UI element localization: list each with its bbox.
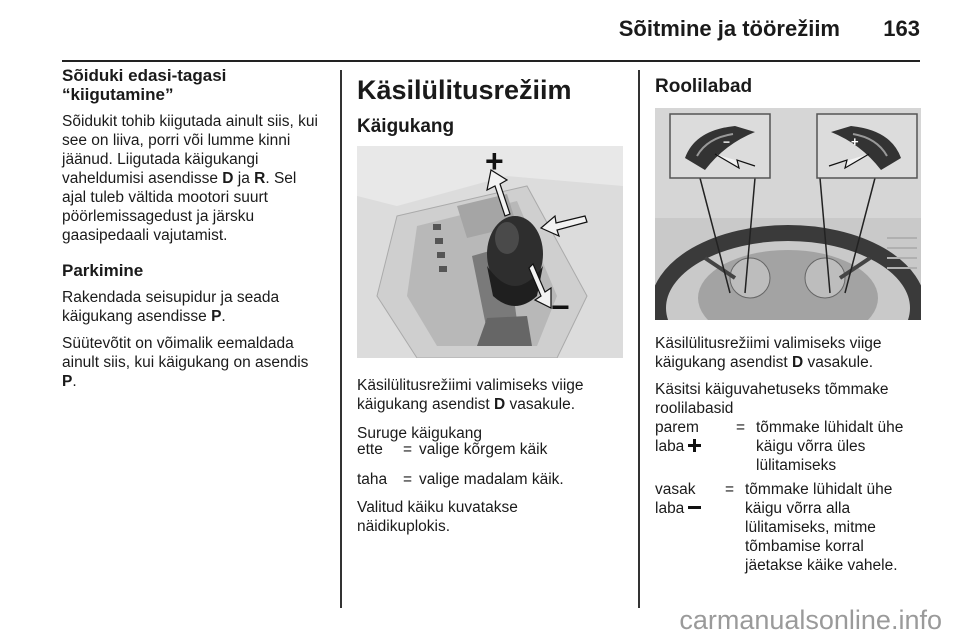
rocking-paragraph bbox=[62, 112, 332, 245]
value-line: käigu võrra alla bbox=[745, 500, 851, 517]
heading-line: “kiigutamine” bbox=[62, 85, 174, 104]
subheading-gear-lever: Käigukang bbox=[357, 116, 455, 137]
text-fragment: vaheldumisi asendisse bbox=[62, 170, 223, 187]
value-line: tõmbamise korral bbox=[745, 538, 864, 555]
column-left bbox=[62, 66, 332, 399]
text-line: Sõidukit tohib kiigutada ainult siis, kui bbox=[62, 113, 318, 130]
row-value bbox=[756, 418, 926, 475]
steering-paddles-illustration bbox=[655, 108, 921, 320]
paddle-paragraph bbox=[655, 380, 931, 418]
value-line: käigu võrra üles bbox=[756, 438, 866, 455]
section-heading-rocking bbox=[62, 66, 332, 104]
text-fragment: . bbox=[221, 308, 226, 325]
minus-mark: − bbox=[551, 289, 570, 325]
text-line: Käsilülitusrežiimi valimiseks viige bbox=[655, 335, 882, 352]
right-paddle-inset bbox=[817, 114, 917, 178]
left-paddle-inset bbox=[670, 114, 770, 178]
row-key bbox=[655, 480, 701, 518]
text-line: see on liiva, porri või lumme kinni bbox=[62, 132, 291, 149]
text-line: jäänud. Liigutada käigukangi bbox=[62, 151, 259, 168]
value-line: jäetakse käike vahele. bbox=[745, 557, 898, 574]
text-fragment: . bbox=[72, 373, 77, 390]
text-fragment: vasakule. bbox=[505, 396, 576, 413]
table-row bbox=[357, 440, 627, 460]
gear-display-note bbox=[357, 498, 627, 544]
key-line: laba bbox=[655, 500, 685, 517]
gear-lever-caption bbox=[357, 376, 633, 414]
row-equals: = bbox=[403, 441, 413, 458]
gear-lever-illustration bbox=[357, 146, 623, 358]
text-line: Käsilülitusrežiimi valimiseks viige bbox=[357, 377, 584, 394]
section-heading-paddles: Roolilabad bbox=[655, 76, 753, 97]
gear-position-d: D bbox=[792, 354, 804, 371]
gear-position-p: P bbox=[211, 308, 222, 325]
column-divider-2 bbox=[638, 70, 640, 608]
plus-mark: + bbox=[851, 134, 859, 149]
section-heading-manual-mode: Käsilülitusrežiim bbox=[357, 75, 572, 105]
text-line: ainult siis, kui käigukang on asendis bbox=[62, 354, 309, 371]
plus-icon bbox=[688, 439, 701, 452]
text-line: Valitud käiku kuvatakse bbox=[357, 499, 518, 516]
text-fragment: vasakule. bbox=[803, 354, 874, 371]
value-line: tõmmake lühidalt ühe bbox=[745, 481, 893, 498]
column-right bbox=[655, 76, 925, 106]
row-value bbox=[745, 480, 925, 575]
minus-mark: − bbox=[723, 135, 731, 149]
text-fragment: . Sel bbox=[265, 170, 297, 187]
plus-mark: + bbox=[485, 146, 504, 179]
minus-icon bbox=[688, 501, 701, 514]
gear-position-p: P bbox=[62, 373, 73, 390]
text-line: Süütevõtit on võimalik eemaldada bbox=[62, 335, 294, 352]
gear-position-r: R bbox=[254, 170, 266, 187]
row-equals: = bbox=[736, 419, 746, 436]
key-line: laba bbox=[655, 438, 685, 455]
column-divider-1 bbox=[340, 70, 342, 608]
gear-position-d: D bbox=[494, 396, 506, 413]
text-line: Käsitsi käiguvahetuseks tõmmake bbox=[655, 381, 889, 398]
text-fragment: käigukang asendist bbox=[357, 396, 495, 413]
text-line: gaasipedaali vajutamist. bbox=[62, 227, 228, 244]
column-middle bbox=[357, 74, 627, 146]
display-paragraph bbox=[357, 498, 627, 536]
row-key bbox=[655, 418, 701, 456]
header-divider bbox=[62, 60, 920, 62]
gear-lever-figure bbox=[357, 146, 623, 358]
paddle-figure bbox=[655, 108, 921, 320]
row-key: ette bbox=[357, 441, 383, 458]
row-value: valige kõrgem käik bbox=[419, 441, 548, 458]
table-row bbox=[655, 418, 925, 478]
watermark: carmanualsonline.info bbox=[679, 605, 942, 635]
paddle-caption bbox=[655, 334, 931, 372]
key-line: parem bbox=[655, 419, 699, 436]
text-line: pöörlemissagedust ja järsku bbox=[62, 208, 255, 225]
value-line: tõmmake lühidalt ühe bbox=[756, 419, 904, 436]
row-equals: = bbox=[725, 481, 735, 498]
table-row bbox=[357, 470, 627, 490]
row-equals: = bbox=[403, 471, 413, 488]
text-line: roolilabasid bbox=[655, 400, 734, 417]
text-line: Rakendada seisupidur ja seada bbox=[62, 289, 280, 306]
page-number: 163 bbox=[883, 16, 920, 41]
push-instruction: Suruge käigukang bbox=[357, 425, 482, 442]
parking-paragraph-1 bbox=[62, 288, 332, 326]
gear-position-d: D bbox=[222, 170, 234, 187]
text-fragment: ja bbox=[233, 170, 255, 187]
text-line: näidikuplokis. bbox=[357, 518, 451, 535]
section-heading-parking: Parkimine bbox=[62, 261, 144, 280]
key-line: vasak bbox=[655, 481, 696, 498]
text-line: ajal tuleb vältida mootori suurt bbox=[62, 189, 268, 206]
paddle-text bbox=[655, 334, 931, 426]
table-row bbox=[655, 480, 925, 580]
value-line: lülitamiseks, mitme bbox=[745, 519, 876, 536]
text-fragment: käigukang asendisse bbox=[62, 308, 212, 325]
page-header-title: Sõitmine ja töörežiim bbox=[618, 16, 840, 41]
heading-line: Sõiduki edasi-tagasi bbox=[62, 66, 227, 85]
value-line: lülitamiseks bbox=[756, 457, 837, 474]
parking-paragraph-2 bbox=[62, 334, 332, 391]
row-key: taha bbox=[357, 471, 388, 488]
row-value: valige madalam käik. bbox=[419, 471, 564, 488]
text-fragment: käigukang asendist bbox=[655, 354, 793, 371]
